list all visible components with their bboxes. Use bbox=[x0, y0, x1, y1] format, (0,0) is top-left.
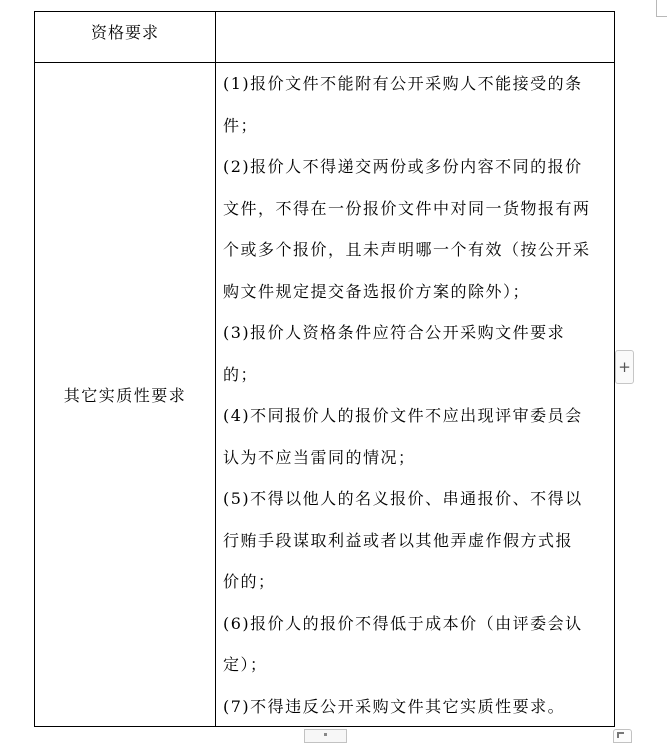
clause-line: 行贿手段谋取利益或者以其他弄虚作假方式报 bbox=[223, 530, 574, 550]
clause-line: 定）； bbox=[223, 655, 268, 674]
top-right-panel-fragment bbox=[656, 0, 667, 17]
clause-line: 文件，不得在一份报价文件中对同一货物报有两 bbox=[223, 198, 591, 218]
clause-line: 价的； bbox=[223, 572, 276, 591]
clause-line: (2)报价人不得递交两份或多份内容不同的报价 bbox=[223, 157, 583, 176]
other-substantive-requirements-content-cell bbox=[216, 63, 614, 726]
clause-line: (5)不得以他人的名义报价、串通报价、不得以 bbox=[223, 489, 583, 508]
clause-line: 购文件规定提交备选报价方案的除外）； bbox=[223, 281, 531, 301]
qualification-requirements-header-cell bbox=[35, 12, 216, 63]
expand-button[interactable]: + bbox=[615, 350, 634, 384]
scroll-arrow-icon bbox=[617, 732, 624, 738]
other-substantive-requirements-label: 其它实质性要求 bbox=[63, 386, 187, 405]
clause-line: 个或多个报价，且未声明哪一个有效（按公开采 bbox=[223, 240, 591, 259]
clause-line: (4)不同报价人的报价文件不应出现评审委员会 bbox=[223, 406, 583, 425]
clause-line: 件； bbox=[223, 115, 259, 135]
requirements-table bbox=[34, 11, 615, 727]
clause-line: (7)不得违反公开采购文件其它实质性要求。 bbox=[223, 696, 566, 716]
clause-line: (3)报价人资格条件应符合公开采购文件要求 bbox=[223, 323, 566, 342]
qualification-requirements-content-cell bbox=[216, 12, 614, 63]
qualification-requirements-label: 资格要求 bbox=[90, 23, 159, 42]
bottom-page-control-fragment[interactable] bbox=[304, 729, 347, 743]
bottom-right-scroll-control-fragment[interactable] bbox=[613, 729, 632, 743]
clause-line: 的； bbox=[223, 364, 259, 384]
clause-line: (6)报价人的报价不得低于成本价（由评委会认 bbox=[223, 613, 583, 633]
clause-line: 认为不应当雷同的情况； bbox=[223, 447, 416, 467]
other-substantive-requirements-header-cell bbox=[35, 63, 216, 726]
clause-line: (1)报价文件不能附有公开采购人不能接受的条 bbox=[223, 74, 583, 93]
